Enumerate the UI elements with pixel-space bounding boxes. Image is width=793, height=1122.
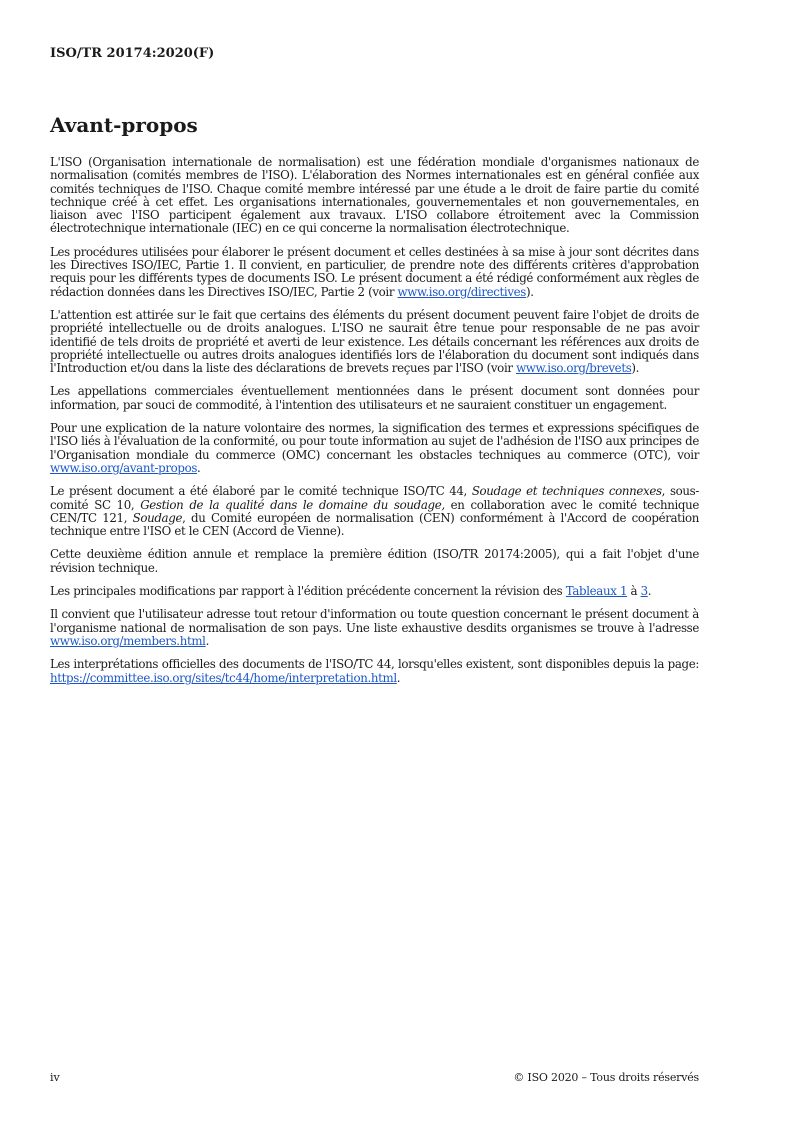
paragraph-end: ). [526,284,534,299]
link-avant-propos[interactable]: www.iso.org/avant-propos [50,460,198,475]
paragraph-text: Les principales modifications par rapport à l'édition précédente concernent la révision des [50,584,566,599]
link-tableau-3[interactable]: 3 [640,584,648,599]
paragraph-end: . [647,584,652,599]
page-title: Avant-propos [50,113,198,137]
link-tableaux-1[interactable]: Tableaux 1 [565,584,628,599]
committee-title: Soudage et techniques connexes [471,484,662,499]
paragraph-text: Les procédures utilisées pour élaborer le présent document et celles destinées à sa mise à jour sont décrites dans les Directives ISO/IEC, Partie 1. Il convient, en particulier, de prendre note des différents critères d'approbation requis pour les différents types de documents ISO. Le présent document a été rédigé conformément aux règles de rédaction données dans les Directives ISO/IEC, Partie 2 (voir [50,244,699,299]
paragraph-text: Il convient que l'utilisateur adresse tout retour d'information ou toute question concernant le présent document à l'organisme national de normalisation de son pays. Une liste exhaustive desdits organismes se trouve à l'adresse [50,607,699,635]
paragraph-text: à [627,584,641,599]
paragraph-end: . [396,670,401,685]
paragraph-trade-names: Les appellations commerciales éventuellement mentionnées dans le présent document sont données pour information, par souci de commodité, à l'intention des utilisateurs et ne sauraient constituer un engagement. [50,384,699,412]
paragraph-text: Le présent document a été élaboré par le comité technique ISO/TC 44, [50,484,472,499]
paragraph-committee [50,485,699,538]
paragraph-modifications [50,585,699,598]
document-id-header: ISO/TR 20174:2020(F) [50,46,215,61]
paragraph-patents [50,309,699,375]
link-brevets[interactable]: www.iso.org/brevets [516,361,632,376]
paragraph-end: . [205,633,210,648]
paragraph-text: , sous-comité SC 10, [50,484,699,512]
paragraph-end: ). [631,361,640,376]
page-number: iv [50,1071,60,1084]
paragraph-text: en collaboration avec le comité technique CEN/TC 121, [50,497,699,525]
paragraph-text: L'attention est attirée sur le fait que certains des éléments du présent document peuvent faire l'objet de droits de propriété intellectuelle ou de droits analogues. L'ISO ne saurait être tenue pour responsable de ne pas avoir identifié de tels droits de propriété et averti de leur existence. Les détails concernant les références aux droits de propriété intellectuelle ou autres droits analogues identifiés lors de l'élaboration du document sont indiqués dans l'Introduction et/ou dans la liste des déclarations de brevets reçues par l'ISO (voir [50,307,699,376]
subcommittee-title: Gestion de la qualité dans le domaine du soudage, [140,497,445,512]
paragraph-interpretations [50,658,699,685]
cen-committee-title: Soudage [132,510,183,525]
link-directives[interactable]: www.iso.org/directives [397,284,526,299]
paragraph-text: Les interprétations officielles des documents de l'ISO/TC 44, lorsqu'elles existent, sont disponibles depuis la page: [50,657,699,672]
copyright-notice: © ISO 2020 – Tous droits réservés [513,1071,699,1084]
paragraph-voluntary-nature [50,422,699,475]
paragraph-iso-overview: L'ISO (Organisation internationale de normalisation) est une fédération mondiale d'organismes nationaux de normalisation (comités membres de l'ISO). L'élaboration des Normes internationales est en général confiée aux comités techniques de l'ISO. Chaque comité membre intéressé par une étude a le droit de faire partie du comité technique créé à cet effet. Les organisations internationales, gouvernementales et non gouvernementales, en liaison avec l'ISO participent également aux travaux. L'ISO collabore étroitement avec la Commission électrotechnique internationale (IEC) en ce qui concerne la normalisation électrotechnique. [50,155,699,236]
paragraph-text: Pour une explication de la nature volontaire des normes, la signification des termes et expressions spécifiques de l'ISO liés à l'évaluation de la conformité, ou pour toute information au sujet de l'adhésion de l'ISO aux principes de l'Organisation mondiale du commerce (OMC) concernant les obstacles techniques au commerce (OTC), voir [50,421,699,462]
foreword-body [50,156,699,695]
paragraph-edition: Cette deuxième édition annule et remplace la première édition (ISO/TR 20174:2005), qui a fait l'objet d'une révision technique. [50,547,699,575]
link-members[interactable]: www.iso.org/members.html [50,633,206,648]
paragraph-feedback [50,608,699,648]
paragraph-procedures [50,246,699,299]
paragraph-text: , du Comité européen de normalisation (CEN) conformément à l'Accord de coopération technique entre l'ISO et le CEN (Accord de Vienne). [50,510,699,539]
paragraph-end: . [197,460,201,475]
link-interpretation[interactable]: https://committee.iso.org/sites/tc44/home/interpretation.html [50,670,397,685]
